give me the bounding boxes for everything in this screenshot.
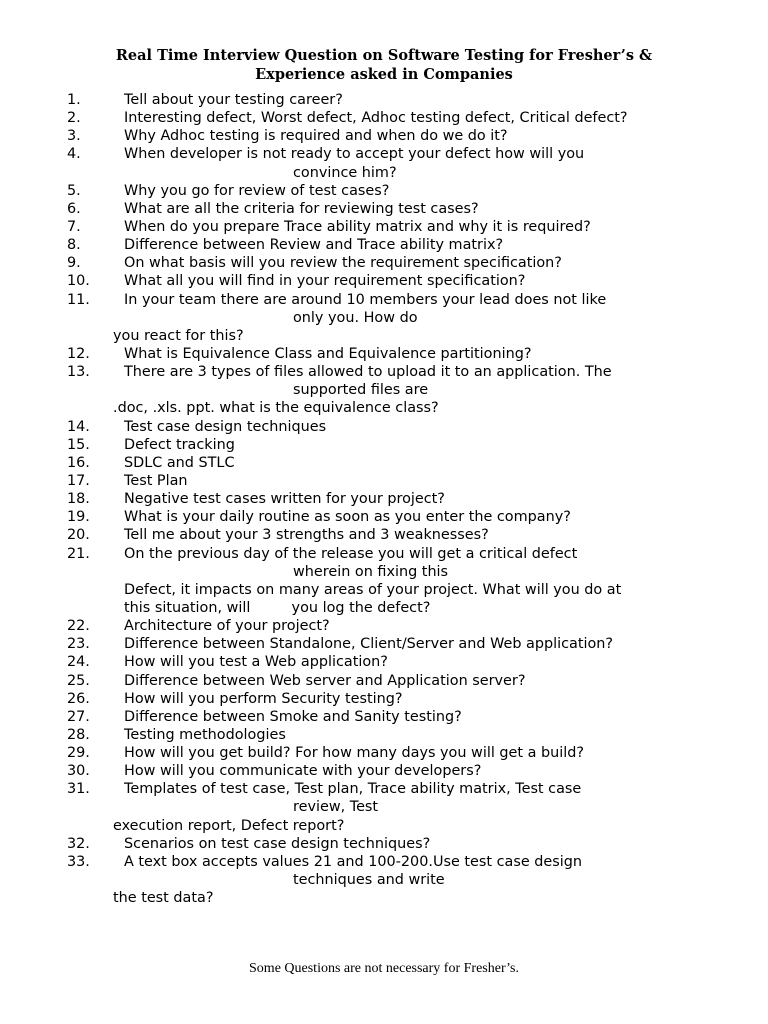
question-item: [0, 291, 768, 345]
question-item: [0, 127, 768, 145]
question-text: Interesting defect, Worst defect, Adhoc testing defect, Critical defect?: [124, 110, 628, 127]
question-text: Why Adhoc testing is required and when do we do it?: [124, 128, 508, 145]
question-item: [0, 726, 768, 744]
question-item: [0, 91, 768, 109]
question-item: [0, 109, 768, 127]
question-number: 21.: [67, 545, 90, 562]
question-item: [0, 254, 768, 272]
question-item: [0, 272, 768, 290]
question-text: On what basis will you review the requirement specification?: [124, 255, 562, 272]
question-item: [0, 508, 768, 526]
question-number: 6.: [67, 200, 81, 217]
question-number: 17.: [67, 472, 90, 489]
question-number: 13.: [67, 364, 90, 381]
question-item: [0, 672, 768, 690]
question-item: [0, 853, 768, 907]
question-item: [0, 708, 768, 726]
question-text: SDLC and STLC: [124, 454, 235, 471]
question-text: Why you go for review of test cases?: [124, 182, 390, 199]
question-text-continued: the test data?: [113, 890, 214, 907]
question-item: [0, 418, 768, 436]
question-text: What are all the criteria for reviewing test cases?: [124, 200, 479, 217]
question-item: [0, 780, 768, 834]
question-number: 25.: [67, 672, 90, 689]
question-text-continued: execution report, Defect report?: [113, 817, 345, 834]
question-text: Defect tracking: [124, 436, 235, 453]
question-number: 24.: [67, 654, 90, 671]
question-text: What is your daily routine as soon as you enter the company?: [124, 509, 571, 526]
question-item: [0, 617, 768, 635]
question-number: 3.: [67, 128, 81, 145]
question-item: [0, 526, 768, 544]
question-text: Scenarios on test case design techniques?: [124, 835, 431, 852]
question-item: [0, 472, 768, 490]
question-number: 22.: [67, 618, 90, 635]
question-number: 12.: [67, 345, 90, 362]
question-number: 29.: [67, 745, 90, 762]
question-text: There are 3 types of files allowed to upload it to an application. The: [124, 364, 612, 381]
question-item: [0, 436, 768, 454]
question-number: 1.: [67, 92, 81, 108]
question-text-continued: only you. How do: [293, 309, 418, 326]
question-text: Difference between Smoke and Sanity testing?: [124, 708, 462, 725]
question-item: [0, 363, 768, 417]
question-text: In your team there are around 10 members your lead does not like: [124, 291, 607, 308]
question-number: 10.: [67, 273, 90, 290]
question-text: Difference between Review and Trace ability matrix?: [124, 237, 504, 254]
question-text: What all you will find in your requirement specification?: [124, 273, 526, 290]
question-text: Difference between Standalone, Client/Server and Web application?: [124, 636, 614, 653]
question-text: Tell me about your 3 strengths and 3 weaknesses?: [124, 527, 489, 544]
question-number: 2.: [67, 110, 81, 127]
question-text: What is Equivalence Class and Equivalence partitioning?: [124, 345, 532, 362]
question-item: [0, 690, 768, 708]
question-item: [0, 454, 768, 472]
question-number: 7.: [67, 218, 81, 235]
question-text-continued: techniques and write: [293, 872, 445, 889]
question-item: [0, 490, 768, 508]
question-number: 33.: [67, 853, 90, 870]
question-item: [0, 744, 768, 762]
question-text: How will you perform Security testing?: [124, 690, 403, 707]
question-item: [0, 218, 768, 236]
question-text: When do you prepare Trace ability matrix and why it is required?: [124, 218, 591, 235]
question-text: How will you get build? For how many days you will get a build?: [124, 745, 585, 762]
question-text: On the previous day of the release you will get a critical defect: [124, 545, 578, 562]
question-text: When developer is not ready to accept your defect how will you: [124, 146, 585, 163]
question-number: 28.: [67, 726, 90, 743]
question-text: Negative test cases written for your project?: [124, 491, 445, 508]
footer-note: Some Questions are not necessary for Fresher’s.: [249, 961, 519, 976]
question-text-continued: Defect, it impacts on many areas of your project. What will you do at: [124, 581, 622, 598]
question-number: 11.: [67, 291, 90, 308]
question-item: [0, 835, 768, 853]
question-text: Test Plan: [124, 472, 188, 489]
question-number: 18.: [67, 491, 90, 508]
question-number: 32.: [67, 835, 90, 852]
question-text: How will you communicate with your developers?: [124, 763, 482, 780]
question-text-continued: convince him?: [293, 164, 397, 181]
question-item: [0, 635, 768, 653]
question-text-continued: review, Test: [293, 799, 379, 816]
question-text: Tell about your testing career?: [124, 92, 343, 108]
document-title-line-1: Real Time Interview Question on Software Testing for Fresher’s &: [115, 47, 653, 64]
question-number: 4.: [67, 146, 81, 163]
question-text-continued: .doc, .xls. ppt. what is the equivalence class?: [113, 400, 439, 417]
question-item: [0, 236, 768, 254]
question-number: 30.: [67, 763, 90, 780]
question-number: 14.: [67, 418, 90, 435]
question-number: 27.: [67, 708, 90, 725]
question-number: 5.: [67, 182, 81, 199]
question-number: 26.: [67, 690, 90, 707]
question-item: [0, 345, 768, 363]
question-number: 16.: [67, 454, 90, 471]
question-text: Testing methodologies: [124, 726, 286, 743]
question-text: How will you test a Web application?: [124, 654, 388, 671]
question-text: Test case design techniques: [124, 418, 327, 435]
question-text: Difference between Web server and Application server?: [124, 672, 526, 689]
question-text-continued: supported files are: [293, 382, 429, 399]
question-item: [0, 182, 768, 200]
document-title-line-2: Experience asked in Companies: [255, 66, 513, 83]
question-text-continued: wherein on fixing this: [293, 563, 449, 580]
question-number: 9.: [67, 255, 81, 272]
question-number: 20.: [67, 527, 90, 544]
question-text-continued: you react for this?: [113, 327, 244, 344]
question-item: [0, 145, 768, 181]
question-text: A text box accepts values 21 and 100-200.Use test case design: [124, 853, 583, 870]
question-number: 23.: [67, 636, 90, 653]
question-item: [0, 200, 768, 218]
question-list: [0, 91, 768, 907]
question-number: 8.: [67, 237, 81, 254]
question-number: 31.: [67, 781, 90, 798]
question-item: [0, 762, 768, 780]
question-number: 15.: [67, 436, 90, 453]
question-item: [0, 545, 768, 618]
question-text: Templates of test case, Test plan, Trace ability matrix, Test case: [124, 781, 582, 798]
question-item: [0, 653, 768, 671]
question-text: Architecture of your project?: [124, 618, 330, 635]
question-text-continued: this situation, will you log the defect?: [124, 599, 431, 616]
question-number: 19.: [67, 509, 90, 526]
